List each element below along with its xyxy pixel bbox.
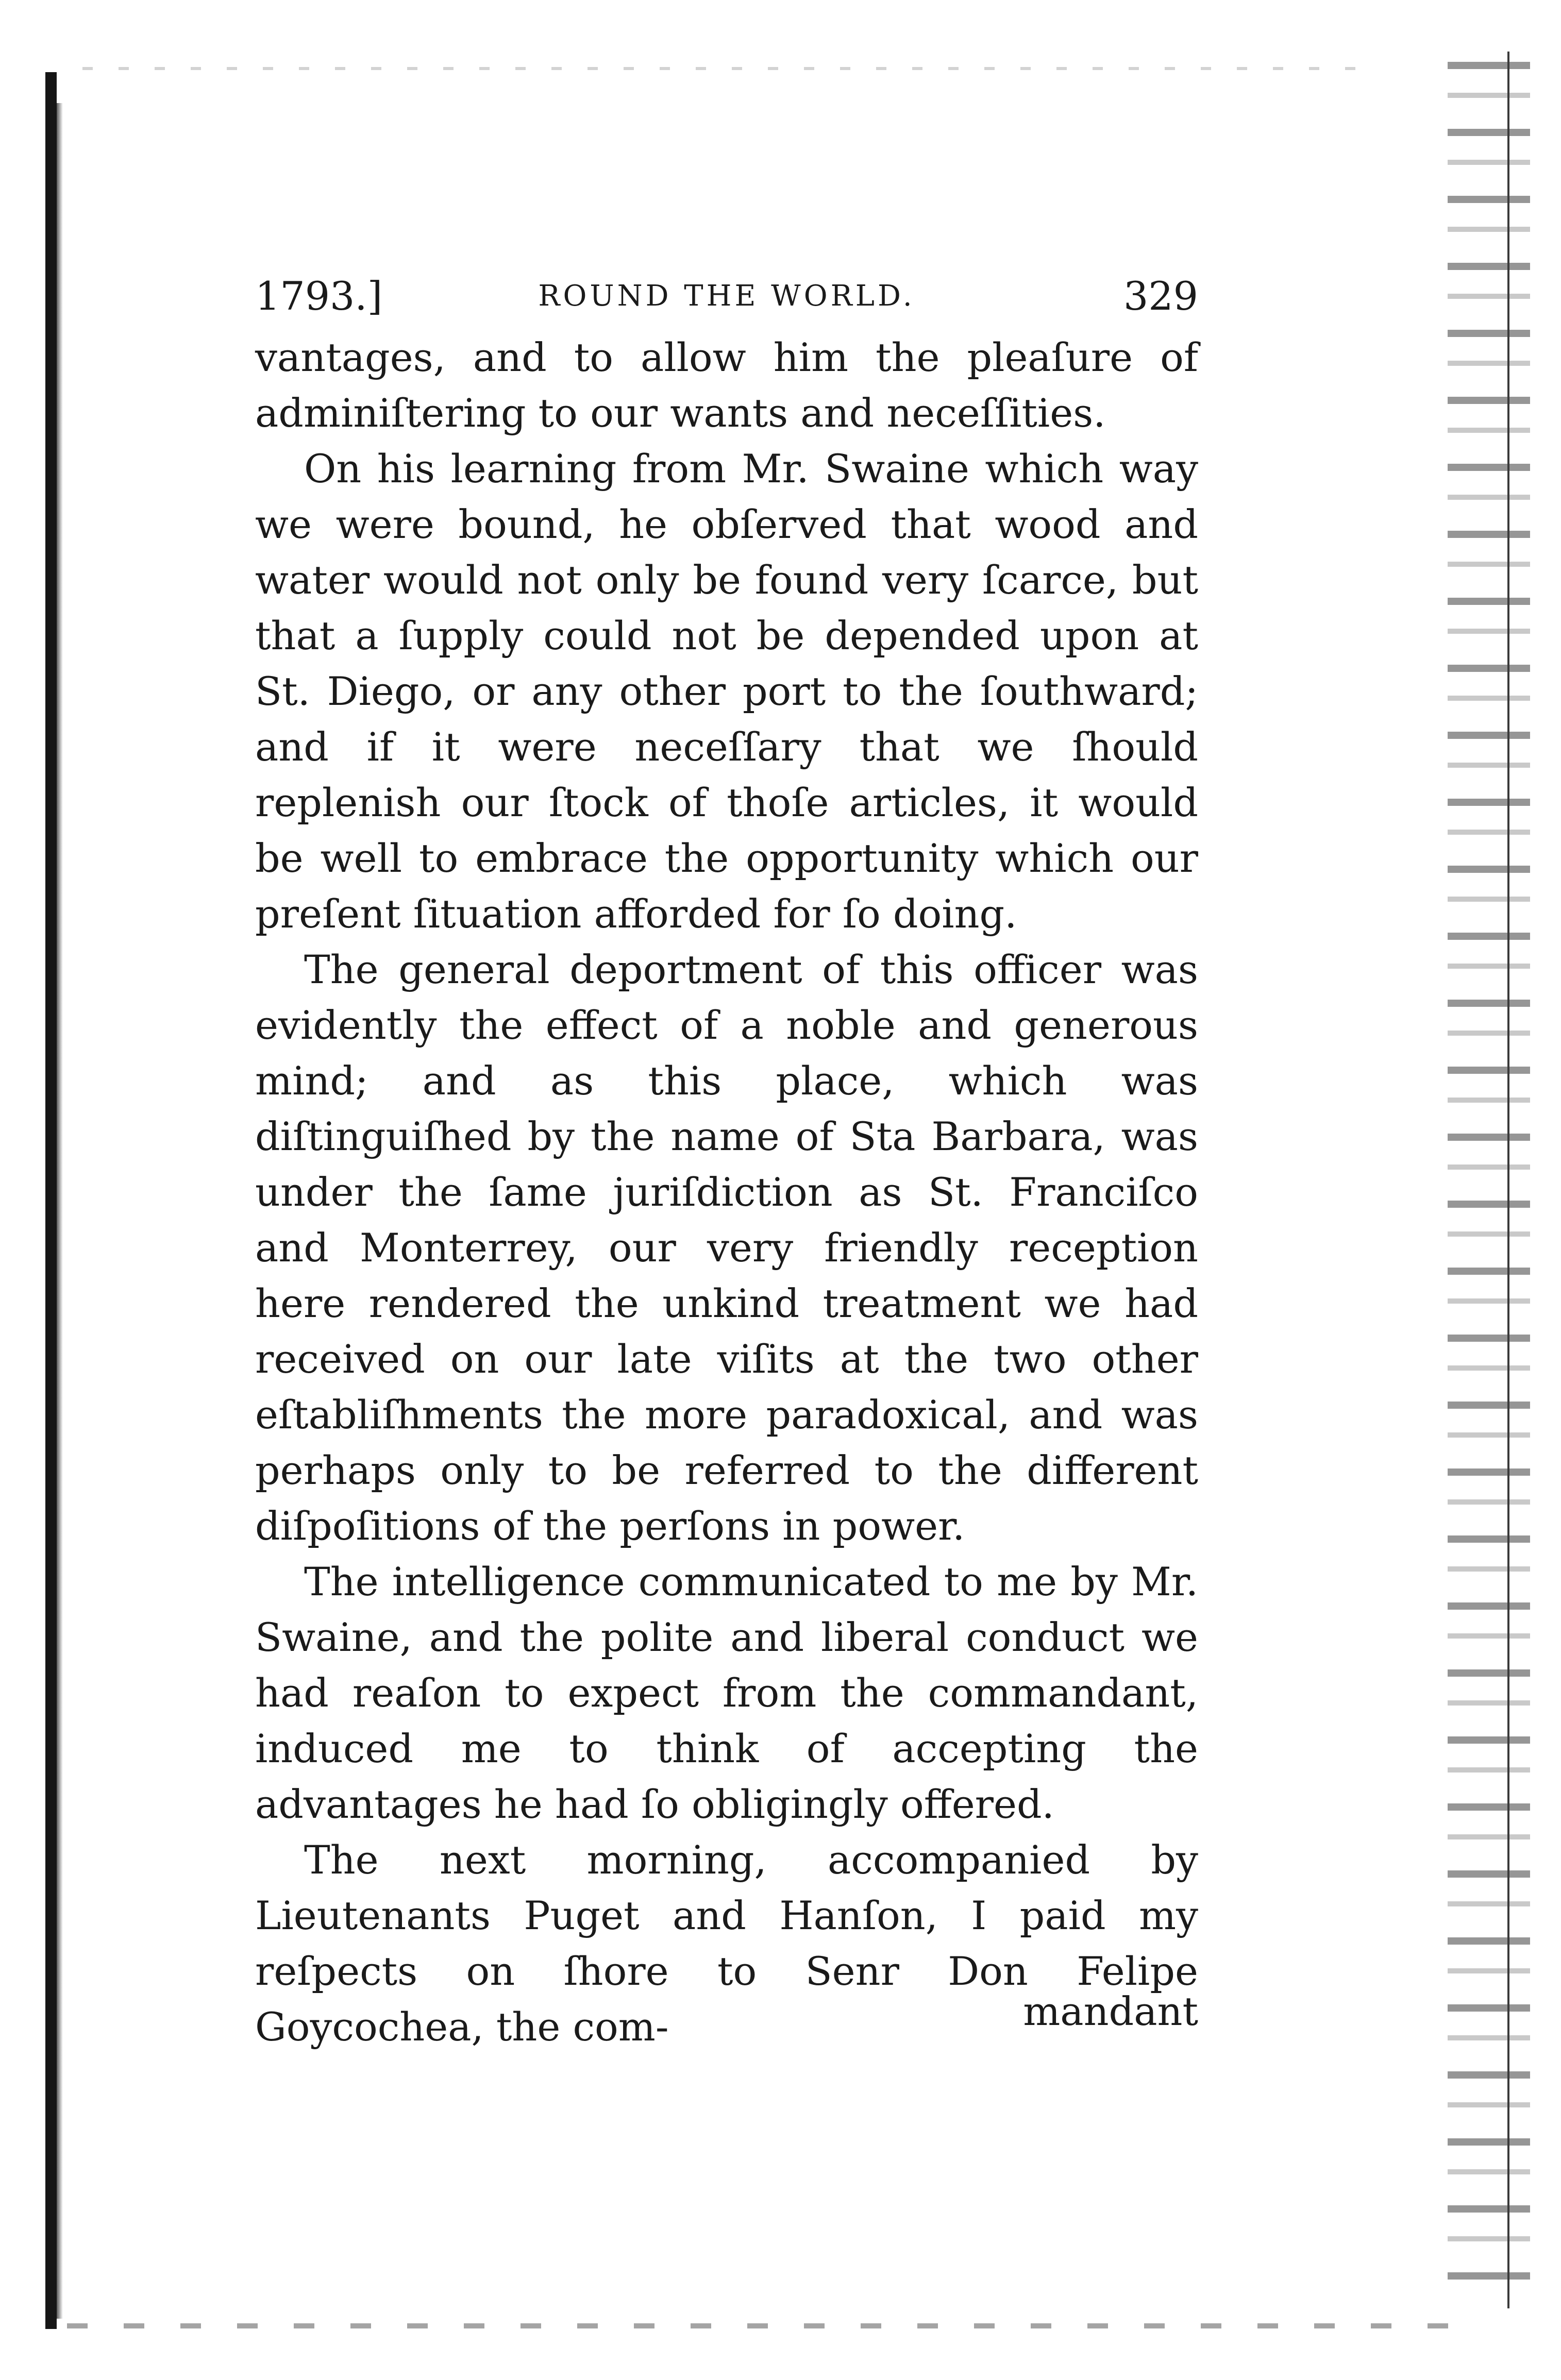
- scan-bottom-noise: [67, 2323, 1458, 2328]
- paragraph: On his learning from Mr. Swaine which way we were bound, he obſerved that wood and water would not only be found very ſcarce, but that a ſupply could not be depended upon at St. Diego, or any other port to the ſouthward; and if it were neceſſary that we ſhould replenish our ſtock of thoſe articles, it would be well to embrace the opportunity which our preſent ſituation afforded for ſo doing.: [255, 446, 1198, 937]
- catchword: mandant: [1023, 1988, 1198, 2034]
- paragraph: The general deportment of this officer was evidently the effect of a noble and generous mind; and as this place, which was diſtinguiſhed by the name of Sta Barbara, was under the ſame juriſdiction as St. Franciſco and Monterrey, our very friendly reception here rendered the unkind treatment we had received on our late viſits at the two other eſtabliſhments the more paradoxical, and was perhaps only to be referred to the different diſpoſitions of the perſons in power.: [255, 947, 1198, 1549]
- body-text: [255, 330, 1198, 2055]
- page-number: 329: [1123, 273, 1198, 319]
- header-running-title: ROUND THE WORLD.: [538, 279, 915, 313]
- paragraph: The intelligence communicated to me by Mr. Swaine, and the polite and liberal conduct we had reaſon to expect from the commandant, induced me to think of accepting the advantages he had ſo obligingly offered.: [255, 1559, 1198, 1827]
- running-header: [255, 268, 1198, 330]
- paragraph: The next morning, accompanied by Lieutenants Puget and Hanſon, I paid my reſpects on ſhore to Senr Don Felipe Goycochea, the com-: [255, 1837, 1198, 2050]
- binding-edge: [45, 72, 57, 2329]
- binding-shadow: [57, 103, 63, 2319]
- scan-top-noise: [82, 67, 1371, 70]
- scan-edge-line: [1507, 52, 1509, 2308]
- scan-edge-noise: [1448, 62, 1530, 2303]
- paragraph: vantages, and to allow him the pleaſure of adminiſtering to our wants and neceſſities.: [255, 334, 1198, 436]
- header-year: 1793.]: [255, 273, 383, 319]
